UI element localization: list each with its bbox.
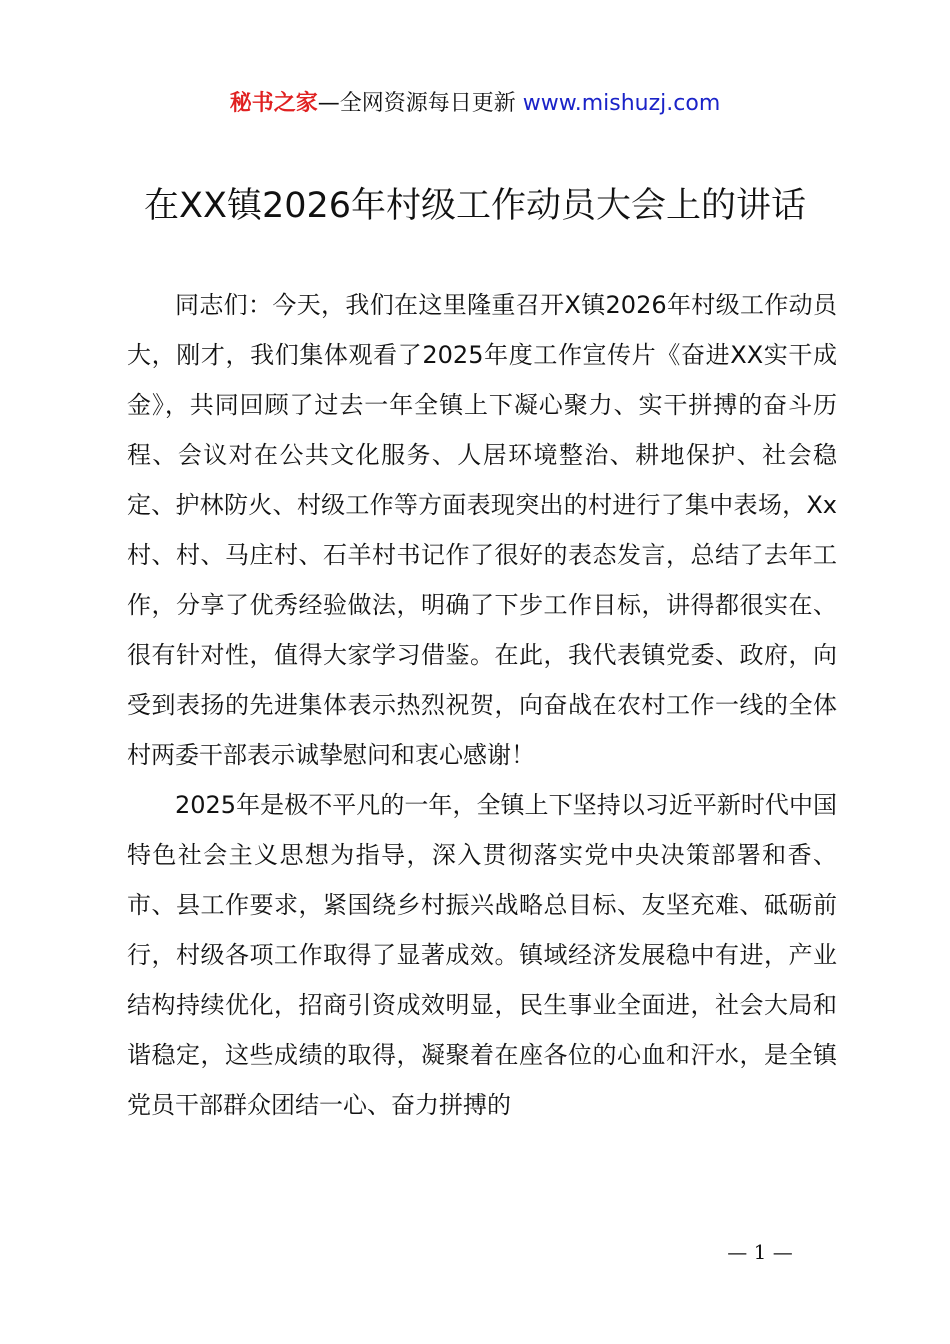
brand-name: 秘书之家 — [229, 91, 318, 116]
document-title: 在XX镇2026年村级工作动员大会上的讲话 — [143, 186, 807, 226]
site-url-link[interactable]: www.mishuzj.com — [522, 91, 721, 116]
body-paragraph-2: 2025年是极不平凡的一年，全镇上下坚持以习近平新时代中国特色社会主义思想为指导，深入贯彻落实党中央决策部署和香、市、县工作要求，紧国绕乡村振兴战略总目标、友坚充难、砥砺前行，村级各项工作取得了显著成效。镇域经济发展稳中有进，产业结构持续优化，招商引资成效明显，民生事业全面进，社会大局和谐稳定，这些成绩的取得，凝聚着在座各位的心血和汗水，是全镇党员干部群众团结一心、奋力拼搏的 — [127, 791, 837, 1119]
document-body — [127, 280, 837, 1130]
header-tagline: —全网资源每日更新 — [317, 91, 516, 116]
site-header — [0, 88, 950, 120]
body-paragraph-1: 同志们：今天，我们在这里隆重召开X镇2026年村级工作动员大，刚才，我们集体观看了2025年度工作宣传片《奋进XX实干成金》，共同回顾了过去一年全镇上下凝心聚力、实干拼搏的奋斗历程、会议对在公共文化服务、人居环境整治、耕地保护、社会稳定、护林防火、村级工作等方面表现突出的村进行了集中表场，Xx村、村、马庄村、石羊村书记作了很好的表态发言，总结了去年工作，分享了优秀经验做法，明确了下步工作目标，讲得都很实在、很有针对性，值得大家学习借鉴。在此，我代表镇党委、政府，向受到表扬的先进集体表示热烈祝贺，向奋战在农村工作一线的全体村两委干部表示诚挚慰问和衷心感谢！ — [127, 291, 837, 769]
page-number: — 1 — — [727, 1240, 793, 1264]
